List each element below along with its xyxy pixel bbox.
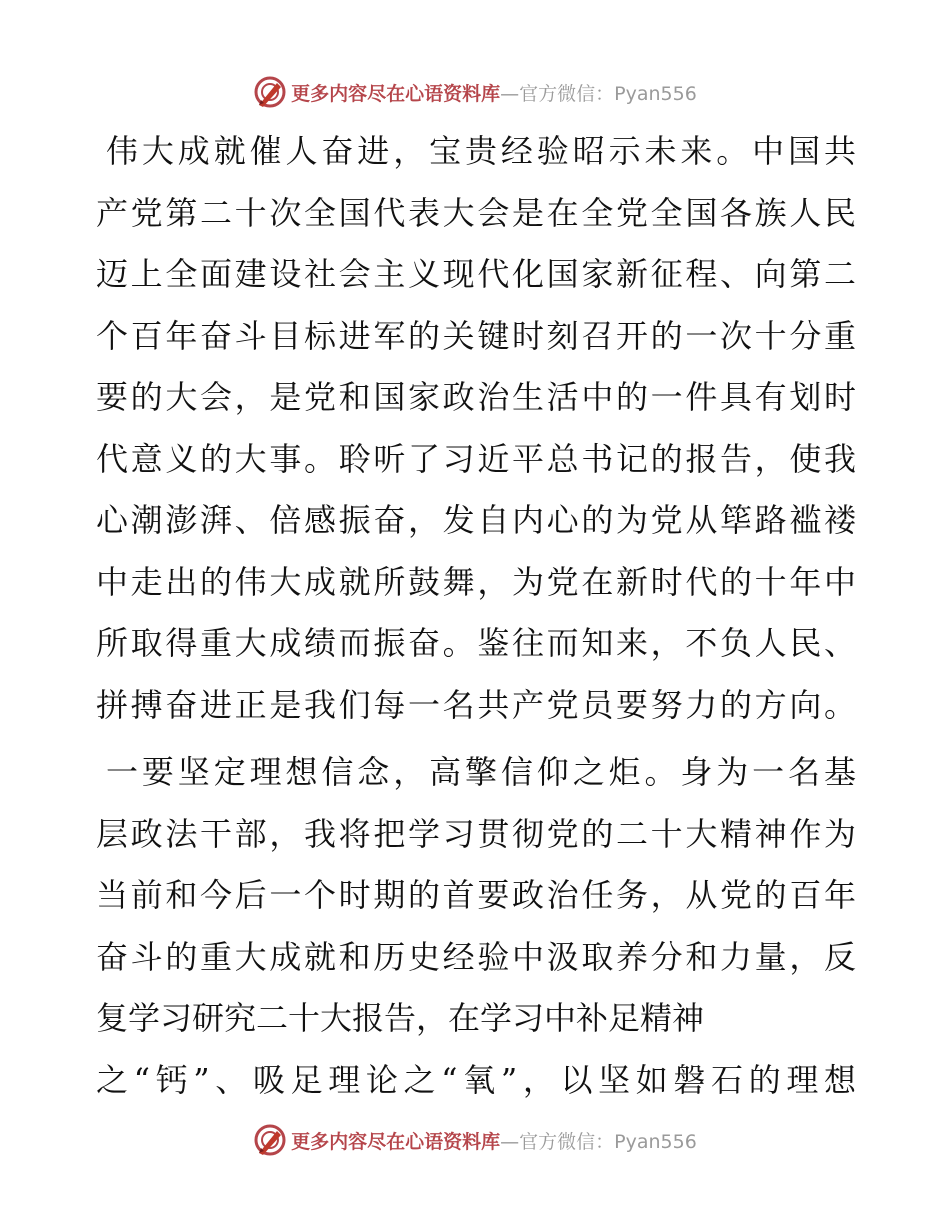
header-brand-text: 更多内容尽在心语资料库 <box>291 82 501 105</box>
header-banner-text <box>291 79 697 106</box>
footer-banner-text <box>291 1127 697 1154</box>
text-line: 复学习研究二十大报告，在学习中补足精神 <box>96 999 705 1037</box>
footer-wechat-text: 官方微信：Pyan556 <box>519 1130 697 1153</box>
text-line: 个百年奋斗目标进军的关键时刻召开的一次十分重 <box>96 316 856 355</box>
text-line: 产党第二十次全国代表大会是在全党全国各族人民 <box>96 193 856 232</box>
text-line: 之“钙”、吸足理论之“氧”，以坚如磐石的理想 <box>96 1060 856 1099</box>
footer-banner <box>0 1120 950 1160</box>
text-line: 拼搏奋进正是我们每一名共产党员要努力的方向。 <box>96 685 856 724</box>
paragraph-2 <box>96 742 856 1111</box>
footer-brand-text: 更多内容尽在心语资料库 <box>291 1130 501 1153</box>
header-banner <box>0 72 950 112</box>
document-body <box>96 121 856 1117</box>
header-separator: — <box>500 82 520 105</box>
footer-separator: — <box>500 1130 520 1153</box>
text-line: 层政法干部，我将把学习贯彻党的二十大精神作为 <box>96 814 856 853</box>
text-line: 代意义的大事。聆听了习近平总书记的报告，使我 <box>96 439 856 478</box>
pen-logo-icon <box>253 75 287 109</box>
text-line: 所取得重大成绩而振奋。鉴往而知来，不负人民、 <box>96 624 856 662</box>
text-line: 心潮澎湃、倍感振奋，发自内心的为党从筚路褴褛 <box>96 501 856 539</box>
text-line: 要的大会，是党和国家政治生活中的一件具有划时 <box>96 378 856 416</box>
text-line: 伟大成就催人奋进，宝贵经验昭示未来。中国共 <box>106 132 856 170</box>
paragraph-1 <box>96 121 856 736</box>
text-line: 一要坚定理想信念，高擎信仰之炬。身为一名基 <box>106 753 856 791</box>
text-line: 当前和今后一个时期的首要政治任务，从党的百年 <box>96 876 856 914</box>
header-wechat-text: 官方微信：Pyan556 <box>519 82 697 105</box>
text-line: 奋斗的重大成就和历史经验中汲取养分和力量，反 <box>96 937 856 976</box>
text-line: 迈上全面建设社会主义现代化国家新征程、向第二 <box>96 255 856 293</box>
pen-logo-icon <box>253 1123 287 1157</box>
text-line: 中走出的伟大成就所鼓舞，为党在新时代的十年中 <box>96 562 856 601</box>
